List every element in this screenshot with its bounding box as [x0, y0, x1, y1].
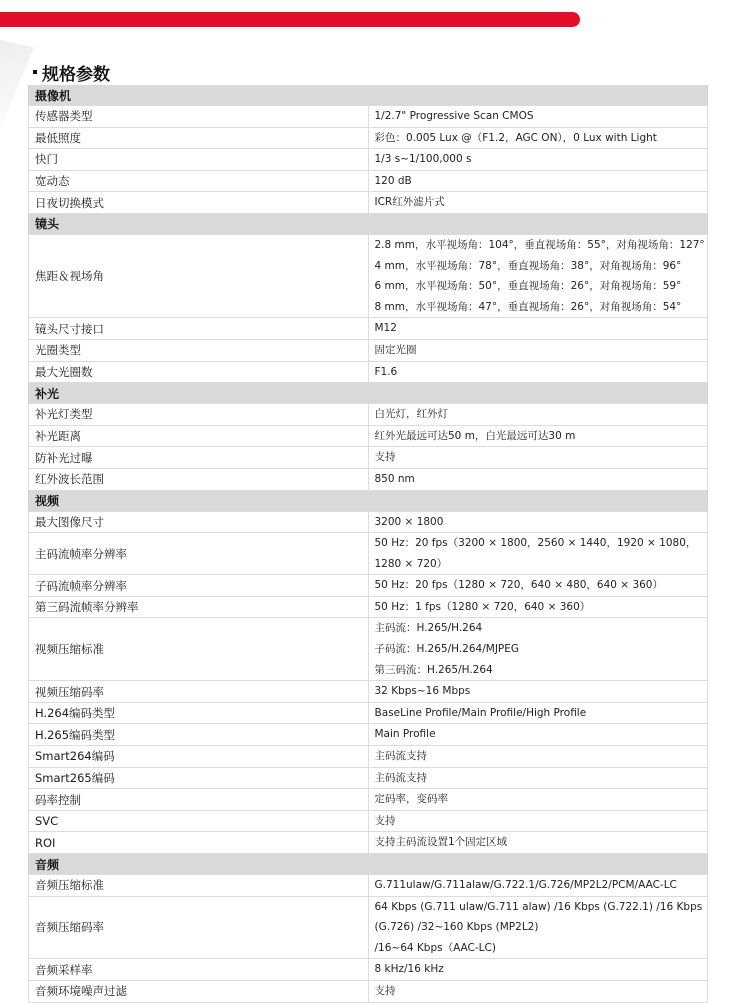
group-title: 补光: [29, 383, 708, 404]
spec-value-line: 1/3 s~1/100,000 s: [374, 153, 472, 166]
spec-value: [368, 702, 708, 724]
spec-row: [29, 724, 708, 746]
spec-value-line: 主码流支持: [374, 771, 427, 784]
spec-value-line: 子码流：H.265/H.264/MJPEG: [374, 643, 520, 656]
spec-label: SVC: [29, 810, 369, 832]
spec-value: [368, 789, 708, 811]
spec-group-header: [29, 85, 708, 106]
spec-label: ROI: [29, 832, 369, 854]
spec-value-line: 固定光圈: [374, 343, 417, 356]
spec-label: 音频压缩码率: [29, 896, 369, 959]
spec-value-line: ICR红外滤片式: [374, 196, 445, 209]
spec-label: 焦距＆视场角: [29, 234, 369, 317]
spec-row: [29, 468, 708, 490]
group-title: 镜头: [29, 213, 708, 234]
spec-label: 第三码流帧率分辨率: [29, 596, 369, 618]
spec-row: [29, 875, 708, 897]
spec-value-line: 主码流支持: [374, 750, 427, 763]
spec-value-line: 64 Kbps (G.711 ulaw/G.711 alaw) /16 Kbps (G.722.1) /16 Kbps (G.726) /32~160 Kbps (MP2L2): [374, 900, 703, 934]
spec-label: Smart264编码: [29, 746, 369, 768]
spec-value-line: BaseLine Profile/Main Profile/High Profile: [374, 706, 587, 719]
spec-value: [368, 447, 708, 469]
spec-row: [29, 832, 708, 854]
spec-value-line: 红外光最远可达50 m，白光最远可达30 m: [374, 429, 576, 442]
spec-label: 视频压缩码率: [29, 681, 369, 703]
spec-row: [29, 618, 708, 681]
spec-value: [368, 875, 708, 897]
section-title: [33, 60, 110, 84]
spec-value-line: 3200 × 1800: [374, 515, 444, 528]
spec-value: [368, 767, 708, 789]
spec-value-line: 8 kHz/16 kHz: [374, 963, 444, 976]
spec-value: [368, 746, 708, 768]
spec-label: 宽动态: [29, 170, 369, 192]
spec-value-line: 支持: [374, 814, 396, 827]
spec-label: 红外波长范围: [29, 468, 369, 490]
spec-value: [368, 810, 708, 832]
spec-label: 码率控制: [29, 789, 369, 811]
spec-value-line: 4 mm，水平视场角：78°，垂直视场角：38°，对角视场角：96°: [374, 259, 682, 272]
spec-row: [29, 702, 708, 724]
spec-row: [29, 959, 708, 981]
spec-group-header: [29, 490, 708, 511]
spec-label: 补光灯类型: [29, 404, 369, 426]
spec-row: [29, 192, 708, 214]
group-title: 视频: [29, 490, 708, 511]
spec-value-line: 6 mm，水平视场角：50°，垂直视场角：26°，对角视场角：59°: [374, 280, 682, 293]
spec-table: [28, 85, 708, 1003]
spec-row: [29, 746, 708, 768]
spec-row: [29, 447, 708, 469]
spec-value: [368, 361, 708, 383]
spec-row: [29, 789, 708, 811]
spec-value-line: 8 mm，水平视场角：47°，垂直视场角：26°，对角视场角：54°: [374, 300, 682, 313]
spec-row: [29, 596, 708, 618]
spec-label: 音频压缩标准: [29, 875, 369, 897]
spec-value-line: 850 nm: [374, 472, 415, 485]
spec-row: [29, 511, 708, 533]
spec-value-line: 50 Hz：1 fps（1280 × 720，640 × 360）: [374, 600, 591, 613]
header-red-bar: [0, 12, 580, 27]
spec-value: [368, 681, 708, 703]
spec-label: H.264编码类型: [29, 702, 369, 724]
spec-label: Smart265编码: [29, 767, 369, 789]
spec-value: [368, 318, 708, 340]
spec-row: [29, 127, 708, 149]
spec-value-line: 第三码流：H.265/H.264: [374, 663, 493, 676]
spec-group-header: [29, 854, 708, 875]
spec-row: [29, 896, 708, 959]
spec-label: 视频压缩标准: [29, 618, 369, 681]
spec-value-line: 120 dB: [374, 174, 412, 187]
spec-row: [29, 339, 708, 361]
spec-value: [368, 618, 708, 681]
spec-value-line: G.711ulaw/G.711alaw/G.722.1/G.726/MP2L2/PCM/AAC-LC: [374, 879, 677, 891]
spec-value-line: 支持主码流设置1个固定区域: [374, 836, 508, 849]
spec-label: 镜头尺寸接口: [29, 318, 369, 340]
spec-value-line: 白光灯，红外灯: [374, 408, 448, 421]
spec-value-line: 32 Kbps~16 Mbps: [374, 685, 471, 698]
spec-label: 快门: [29, 149, 369, 171]
spec-value: [368, 234, 708, 317]
spec-value: [368, 832, 708, 854]
spec-label: 最低照度: [29, 127, 369, 149]
spec-value: [368, 192, 708, 214]
spec-row: [29, 149, 708, 171]
spec-row: [29, 810, 708, 832]
spec-value: [368, 106, 708, 128]
spec-label: H.265编码类型: [29, 724, 369, 746]
spec-value-line: /16~64 Kbps（AAC-LC): [374, 941, 496, 954]
spec-value-line: 1/2.7" Progressive Scan CMOS: [374, 110, 534, 122]
spec-label: 日夜切换模式: [29, 192, 369, 214]
group-title: 音频: [29, 854, 708, 875]
spec-value-line: 2.8 mm，水平视场角：104°，垂直视场角：55°，对角视场角：127°: [374, 238, 705, 251]
spec-label: 最大光圈数: [29, 361, 369, 383]
spec-label: 补光距离: [29, 425, 369, 447]
spec-row: [29, 681, 708, 703]
spec-row: [29, 170, 708, 192]
spec-label: 最大图像尺寸: [29, 511, 369, 533]
spec-value: [368, 149, 708, 171]
spec-value: [368, 511, 708, 533]
spec-value: [368, 404, 708, 426]
spec-row: [29, 425, 708, 447]
spec-label: 防补光过曝: [29, 447, 369, 469]
spec-value: [368, 425, 708, 447]
spec-value-line: 支持: [374, 984, 396, 997]
spec-group-header: [29, 383, 708, 404]
spec-row: [29, 361, 708, 383]
spec-label: 传感器类型: [29, 106, 369, 128]
spec-value-line: M12: [374, 322, 397, 335]
square-bullet-icon: [33, 70, 37, 74]
spec-value-line: 50 Hz：20 fps（3200 × 1800，2560 × 1440，1920 × 1080，1280 × 720）: [374, 537, 697, 570]
spec-value-line: 50 Hz：20 fps（1280 × 720，640 × 480，640 × 360）: [374, 579, 663, 592]
spec-value: [368, 575, 708, 597]
spec-value-line: F1.6: [374, 365, 398, 378]
spec-value-line: Main Profile: [374, 728, 436, 741]
spec-label: 子码流帧率分辨率: [29, 575, 369, 597]
spec-row: [29, 318, 708, 340]
spec-value-line: 定码率，变码率: [374, 793, 448, 806]
spec-value: [368, 959, 708, 981]
spec-value-line: 彩色：0.005 Lux @（F1.2，AGC ON），0 Lux with Light: [374, 131, 657, 144]
spec-row: [29, 106, 708, 128]
spec-row: [29, 767, 708, 789]
spec-label: 光圈类型: [29, 339, 369, 361]
spec-value: [368, 896, 708, 959]
spec-value: [368, 724, 708, 746]
spec-label: 音频环境噪声过滤: [29, 980, 369, 1002]
section-title-text: 规格参数: [42, 64, 110, 85]
spec-label: 音频采样率: [29, 959, 369, 981]
spec-value-line: 主码流：H.265/H.264: [374, 622, 483, 635]
spec-group-header: [29, 213, 708, 234]
spec-value: [368, 127, 708, 149]
spec-row: [29, 533, 708, 575]
spec-value: [368, 170, 708, 192]
spec-row: [29, 404, 708, 426]
spec-value: [368, 468, 708, 490]
spec-value: [368, 339, 708, 361]
spec-row: [29, 575, 708, 597]
spec-value-line: 支持: [374, 451, 396, 464]
spec-value: [368, 596, 708, 618]
group-title: 摄像机: [29, 85, 708, 106]
spec-value: [368, 533, 708, 575]
spec-label: 主码流帧率分辨率: [29, 533, 369, 575]
spec-row: [29, 234, 708, 317]
